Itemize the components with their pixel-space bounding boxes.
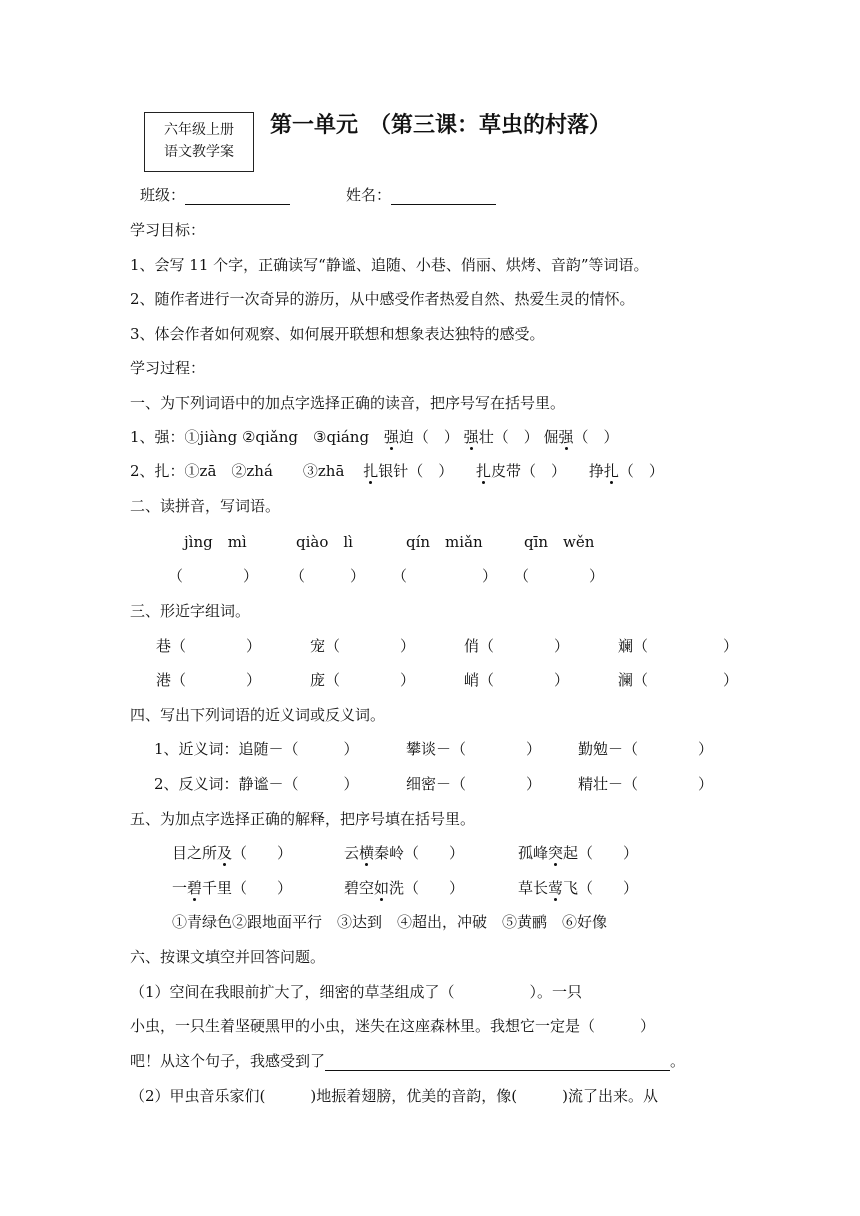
page-title: 第一单元 （第三课：草虫的村落） — [270, 112, 612, 138]
answer-blank[interactable]: （ ） — [514, 567, 605, 585]
dotted-char: 强 — [383, 428, 399, 446]
synonym-item[interactable]: 1、近义词：追随－（ ） — [154, 740, 359, 758]
pinyin-item: jìng mì — [184, 533, 247, 551]
antonym-item[interactable]: 2、反义词：静谧－（ ） — [154, 775, 359, 793]
answer-blank[interactable]: （ ） — [290, 567, 366, 585]
word-group-item[interactable]: 峭（ ） — [464, 671, 570, 689]
row-lead: 2、扎：①zā ②zhá ③zhā — [130, 462, 345, 480]
word-blank: 壮（ ） — [478, 428, 539, 446]
goal-item: 1、会写 11 个字，正确读写“静谧、追随、小巷、俏丽、烘烤、音韵”等词语。 — [130, 256, 649, 274]
pronunciation-row-1 — [130, 427, 619, 447]
word-prefix: 倔 — [543, 428, 559, 446]
goals-heading: 学习目标： — [130, 221, 206, 239]
class-blank[interactable] — [185, 188, 290, 205]
pinyin-item: qiào lì — [296, 533, 353, 551]
class-label: 班级： — [140, 186, 186, 204]
row-lead: 1、强：①jiàng ②qiǎng ③qiáng — [130, 428, 370, 446]
word-blank: 皮带（ ） — [491, 462, 567, 480]
pinyin-item: qīn wěn — [524, 533, 595, 551]
dotted-char: 扎 — [363, 462, 379, 480]
class-field — [140, 185, 290, 205]
word-group-item[interactable]: 俏（ ） — [464, 637, 570, 655]
word-group-item[interactable]: 宠（ ） — [310, 637, 416, 655]
section-6-heading: 六、按课文填空并回答问题。 — [130, 948, 326, 966]
section-1-heading: 一、为下列词语中的加点字选择正确的读音，把序号写在括号里。 — [130, 394, 566, 412]
goal-item: 2、随作者进行一次奇异的游历，从中感受作者热爱自然、热爱生灵的情怀。 — [130, 290, 635, 308]
pinyin-item: qín miǎn — [406, 533, 483, 551]
dotted-char: 强 — [463, 428, 479, 446]
answer-blank[interactable]: （ ） — [392, 567, 498, 585]
name-field — [346, 185, 496, 205]
section-4-heading: 四、写出下列词语的近义词或反义词。 — [130, 706, 386, 724]
meaning-item[interactable]: 孤峰突起（ ） — [518, 844, 639, 862]
word-group-item[interactable]: 巷（ ） — [156, 637, 262, 655]
subject-label: 语文教学案 — [164, 144, 234, 160]
dotted-char: 扎 — [603, 462, 619, 480]
meaning-item[interactable]: 一碧千里（ ） — [172, 879, 293, 897]
word-blank: 迫（ ） — [398, 428, 459, 446]
grade-subject-box — [144, 112, 254, 172]
process-heading: 学习过程： — [130, 359, 206, 377]
word-group-item[interactable]: 斓（ ） — [618, 637, 739, 655]
section-2-heading: 二、读拼音，写词语。 — [130, 497, 281, 515]
passage-2-line: （2）甲虫音乐家们( )地振着翅膀，优美的音韵，像( )流了出来。从 — [130, 1087, 658, 1105]
goal-item: 3、体会作者如何观察、如何展开联想和想象表达独特的感受。 — [130, 325, 545, 343]
name-blank[interactable] — [391, 188, 496, 205]
section-5-heading: 五、为加点字选择正确的解释，把序号填在括号里。 — [130, 810, 476, 828]
name-label: 姓名： — [346, 186, 392, 204]
word-blank: （ ） — [618, 462, 664, 480]
meaning-item[interactable]: 碧空如洗（ ） — [344, 879, 465, 897]
word-blank: （ ） — [573, 428, 619, 446]
grade-label: 六年级上册 — [164, 122, 234, 138]
word-group-item[interactable]: 庞（ ） — [310, 671, 416, 689]
passage-1-line: （1）空间在我眼前扩大了，细密的草茎组成了（ ）。一只 — [130, 983, 583, 1001]
synonym-item[interactable]: 勤勉－（ ） — [578, 740, 714, 758]
dotted-char: 强 — [558, 428, 574, 446]
word-blank: 银针（ ） — [378, 462, 454, 480]
section-3-heading: 三、形近字组词。 — [130, 602, 251, 620]
answer-underline[interactable] — [325, 1054, 670, 1071]
passage-1-line: 小虫，一只生着坚硬黑甲的小虫，迷失在这座森林里。我想它一定是（ ） — [130, 1017, 656, 1035]
meaning-item[interactable]: 草长莺飞（ ） — [518, 879, 639, 897]
word-group-item[interactable]: 港（ ） — [156, 671, 262, 689]
meaning-options: ①青绿色②跟地面平行 ③达到 ④超出，冲破 ⑤黄鹂 ⑥好像 — [172, 913, 608, 931]
pronunciation-row-2 — [130, 461, 664, 481]
passage-1-answer-line: 吧！从这个句子，我感受到了 。 — [130, 1052, 686, 1070]
answer-blank[interactable]: （ ） — [168, 567, 259, 585]
antonym-item[interactable]: 精壮－（ ） — [578, 775, 714, 793]
dotted-char: 扎 — [476, 462, 492, 480]
meaning-item[interactable]: 目之所及（ ） — [172, 844, 293, 862]
meaning-item[interactable]: 云横秦岭（ ） — [344, 844, 465, 862]
word-prefix: 挣 — [588, 462, 604, 480]
word-group-item[interactable]: 澜（ ） — [618, 671, 739, 689]
answer-prompt: 吧！从这个句子，我感受到了 — [130, 1052, 326, 1070]
synonym-item[interactable]: 攀谈－（ ） — [406, 740, 542, 758]
antonym-item[interactable]: 细密－（ ） — [406, 775, 542, 793]
